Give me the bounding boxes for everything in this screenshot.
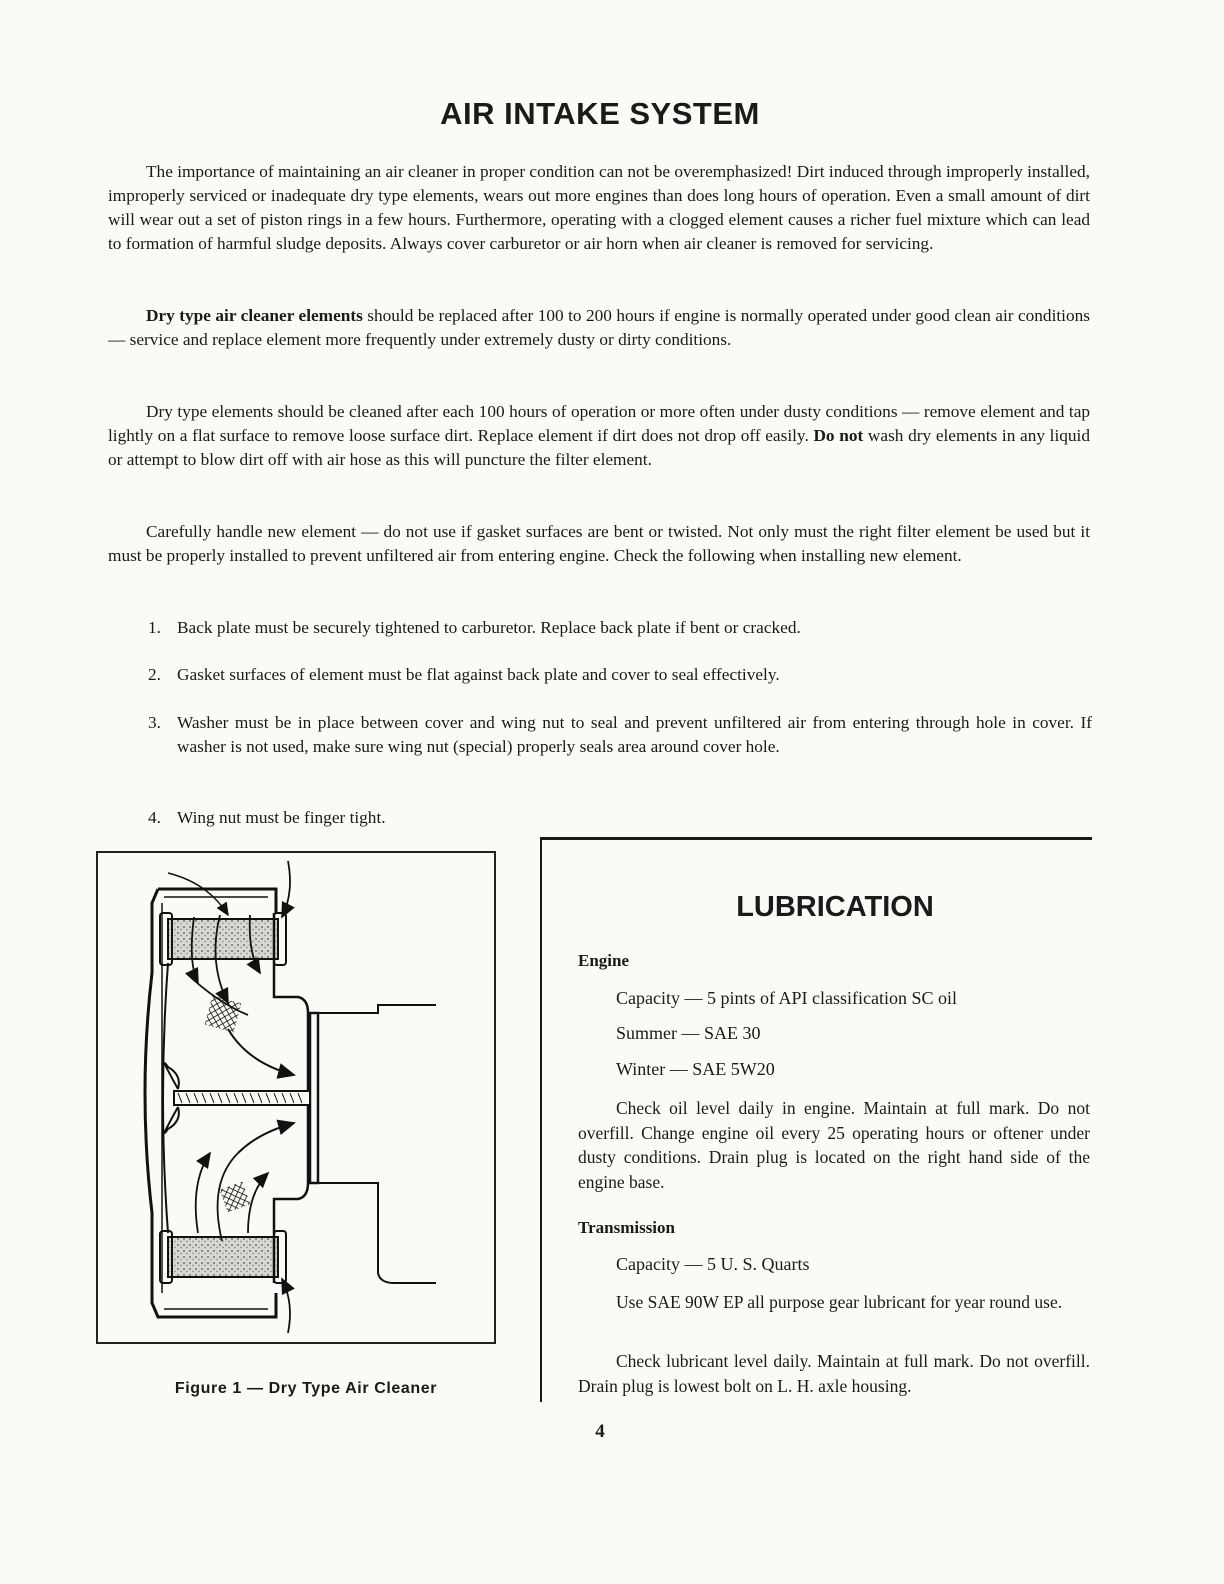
engine-note: Check oil level daily in engine. Maintain at full mark. Do not overfill. Change engine oil every 25 operating hours or oftener under dusty conditions. Drain plug is located on the right hand side of the engine base. xyxy=(578,1098,1090,1192)
air-cleaner-diagram xyxy=(98,853,494,1342)
figure-caption: Figure 1 — Dry Type Air Cleaner xyxy=(174,1380,438,1397)
checklist-text: Washer must be in place between cover and wing nut to seal and prevent unfiltered air from entering through hole in cover. If washer is not used, make sure wing nut (special) properly seals area around cover hole. xyxy=(177,713,1092,756)
checklist-item xyxy=(148,663,1092,687)
checklist-item xyxy=(148,711,1092,759)
checklist-item xyxy=(148,616,1092,640)
checklist-number: 3. xyxy=(148,713,161,732)
checklist-number: 2. xyxy=(148,665,161,684)
cleaning-paragraph xyxy=(108,400,1090,472)
lubrication-title: LUBRICATION xyxy=(736,891,934,923)
engine-summer-oil: Summer — SAE 30 xyxy=(616,1023,761,1043)
checklist-text: Back plate must be securely tightened to carburetor. Replace back plate if bent or cracked. xyxy=(177,618,801,637)
transmission-note: Check lubricant level daily. Maintain at full mark. Do not overfill. Drain plug is lowest bolt on L. H. axle housing. xyxy=(578,1351,1090,1396)
filter-element-top xyxy=(168,919,278,959)
checklist-number: 4. xyxy=(148,808,161,827)
carburetor-outline xyxy=(318,1005,436,1283)
lubrication-top-rule xyxy=(540,837,1092,840)
checklist-item xyxy=(148,806,1092,830)
transmission-capacity: Capacity — 5 U. S. Quarts xyxy=(616,1254,810,1274)
cleaning-text-a: Dry type elements should be cleaned after each 100 hours of operation or more often under dusty conditions — remove element and tap lightly on a flat surface to remove loose surface dirt. Replace element if dirt does not drop off easily. xyxy=(108,402,1090,445)
engine-capacity: Capacity — 5 pints of API classification SC oil xyxy=(616,988,957,1008)
air-cleaner-figure xyxy=(96,851,496,1344)
engine-heading: Engine xyxy=(578,951,630,970)
replacement-text: should be replaced after 100 to 200 hours if engine is normally operated under good clean air conditions — service and replace element more frequently under extremely dusty or dirty conditions. xyxy=(108,306,1090,349)
intro-paragraph: The importance of maintaining an air cleaner in proper condition can not be overemphasized! Dirt induced through improperly installed, improperly serviced or inadequate dry type elements, wears out more engines than does long hours of operation. Even a small amount of dirt will wear out a set of piston rings in a few hours. Furthermore, operating with a clogged element causes a richer fuel mixture which can lead to formation of harmful sludge deposits. Always cover carburetor or air horn when air cleaner is removed for servicing. xyxy=(108,162,1090,253)
transmission-lubricant: Use SAE 90W EP all purpose gear lubricant for year round use. xyxy=(616,1292,1063,1312)
engine-winter-oil: Winter — SAE 5W20 xyxy=(616,1059,775,1079)
transmission-heading: Transmission xyxy=(578,1218,675,1237)
filter-element-bottom xyxy=(168,1237,278,1277)
cleaning-text-b: wash dry elements in any liquid or attempt to blow dirt off with air hose as this will puncture the filter element. xyxy=(108,426,1090,469)
cleaning-emphasis: Do not xyxy=(813,426,864,445)
checklist-number: 1. xyxy=(148,618,161,637)
handling-paragraph: Carefully handle new element — do not use if gasket surfaces are bent or twisted. Not only must the right filter element be used but it must be properly installed to prevent unfiltered air from entering engine. Check the following when installing new element. xyxy=(108,522,1090,565)
page-title: AIR INTAKE SYSTEM xyxy=(440,96,760,131)
replacement-paragraph xyxy=(108,304,1090,352)
lubrication-side-rule xyxy=(540,837,542,1402)
checklist-text: Wing nut must be finger tight. xyxy=(177,808,386,827)
page-number: 4 xyxy=(595,1421,605,1442)
replacement-emphasis: Dry type air cleaner elements xyxy=(146,306,363,325)
checklist-text: Gasket surfaces of element must be flat against back plate and cover to seal effectively. xyxy=(177,665,780,684)
